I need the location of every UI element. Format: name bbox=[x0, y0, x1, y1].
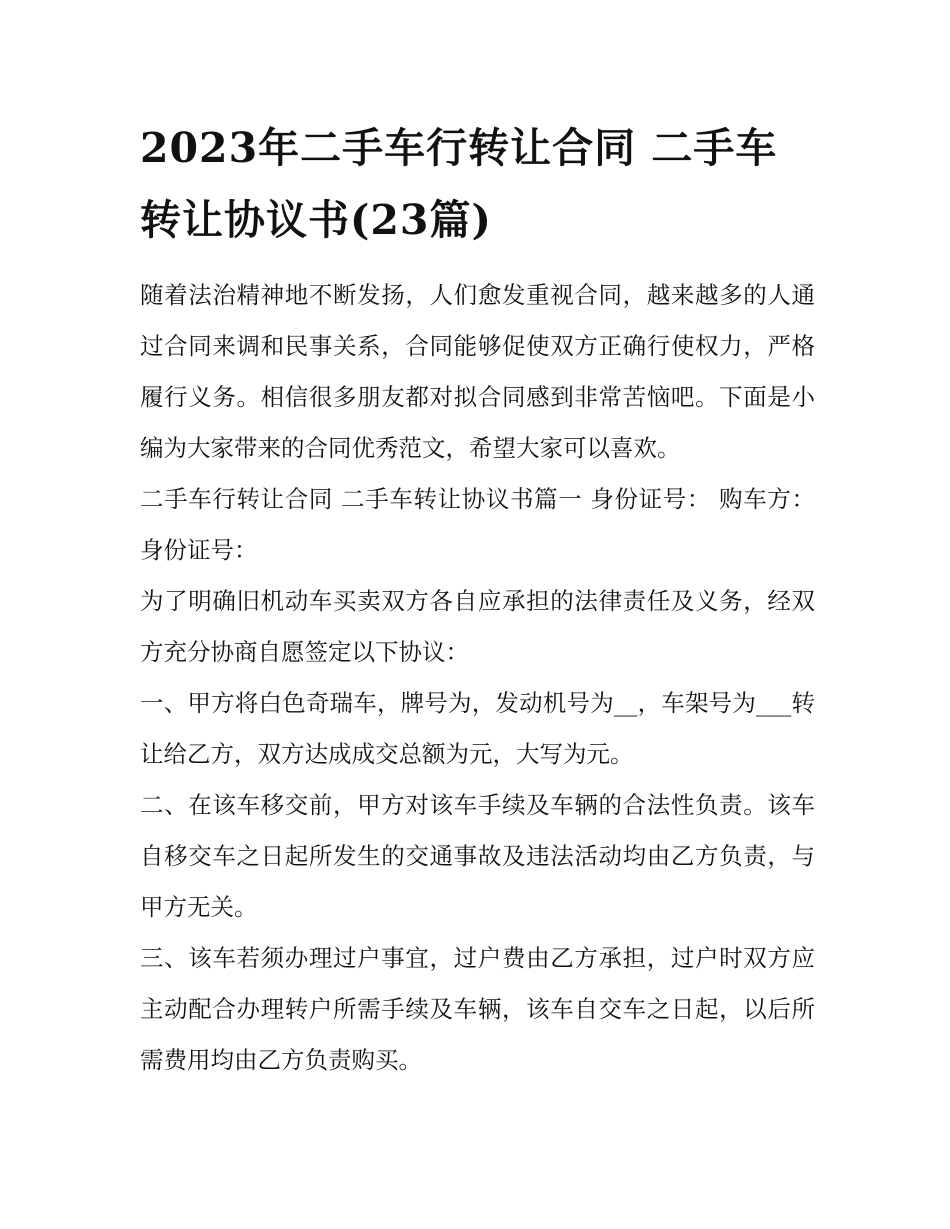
document-title: 2023年二手车行转让合同 二手车转让协议书(23篇) bbox=[140, 124, 778, 244]
document-page bbox=[140, 112, 815, 1086]
document-body bbox=[140, 270, 815, 1086]
paragraph-clause-3: 三、该车若须办理过户事宜，过户费由乙方承担，过户时双方应主动配合办理转户所需手续及车辆，该车自交车之日起，以后所需费用均由乙方负责购买。 bbox=[140, 944, 815, 1074]
paragraph-intro: 随着法治精神地不断发扬，人们愈发重视合同，越来越多的人通过合同来调和民事关系，合同能够促使双方正确行使权力，严格履行义务。相信很多朋友都对拟合同感到非常苦恼吧。下面是小编为大家带来的合同优秀范文，希望大家可以喜欢。 bbox=[140, 281, 815, 462]
paragraph-clause-2: 二、在该车移交前，甲方对该车手续及车辆的合法性负责。该车自移交车之日起所发生的交通事故及违法活动均由乙方负责，与甲方无关。 bbox=[140, 791, 815, 921]
paragraph-section-heading: 二手车行转让合同 二手车转让协议书篇一 身份证号： 购车方： 身份证号： bbox=[140, 485, 815, 564]
paragraph-clause-1: 一、甲方将白色奇瑞车，牌号为，发动机号为__，车架号为___转让给乙方，双方达成成交总额为元，大写为元。 bbox=[140, 689, 815, 768]
paragraph-purpose: 为了明确旧机动车买卖双方各自应承担的法律责任及义务，经双方充分协商自愿签定以下协议： bbox=[140, 587, 815, 666]
